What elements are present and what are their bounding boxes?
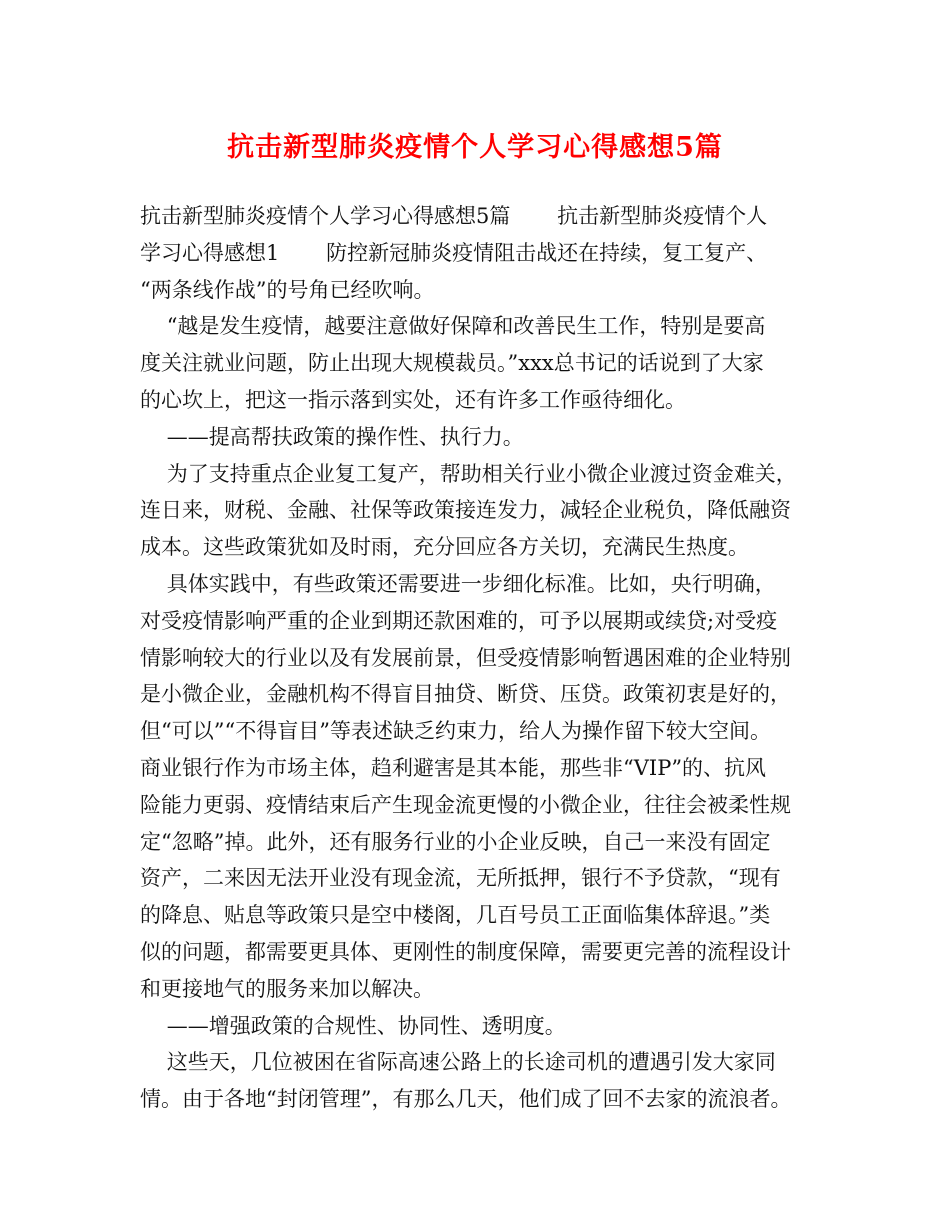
- body-line: 险能力更弱、疫情结束后产生现金流更慢的小微企业，往往会被柔性规: [140, 792, 791, 817]
- body-line: 情。由于各地“封闭管理”，有那么几天，他们成了回不去家的流浪者。: [140, 1087, 792, 1112]
- body-line: 度关注就业问题，防止出现大规模裁员。”xxx总书记的话说到了大家: [140, 351, 764, 376]
- body-line: 资产，二来因无法开业没有现金流，无所抵押，银行不予贷款，“现有: [140, 866, 781, 891]
- body-line: 学习心得感想1 防控新冠肺炎疫情阻击战还在持续，复工复产、: [140, 240, 768, 265]
- body-line: 对受疫情影响严重的企业到期还款困难的，可予以展期或续贷;对受疫: [140, 608, 778, 633]
- body-line: 定“忽略”掉。此外，还有服务行业的小企业反映，自己一来没有固定: [140, 829, 771, 854]
- body-line: 是小微企业，金融机构不得盲目抽贷、断贷、压贷。政策初衷是好的，: [140, 682, 791, 707]
- body-line: 情影响较大的行业以及有发展前景，但受疫情影响暂遇困难的企业特别: [140, 645, 791, 670]
- body-line: 但“可以”“不得盲目”等表述缺乏约束力，给人为操作留下较大空间。: [140, 719, 771, 744]
- body-line: 为了支持重点企业复工复产，帮助相关行业小微企业渡过资金难关，: [140, 461, 797, 486]
- body-line: 连日来，财税、金融、社保等政策接连发力，减轻企业税负，降低融资: [140, 498, 791, 523]
- body-line: ——增强政策的合规性、协同性、透明度。: [140, 1013, 566, 1038]
- body-line: “越是发生疫情，越要注意做好保障和改善民生工作，特别是要高: [140, 314, 766, 339]
- body-line: 具体实践中，有些政策还需要进一步细化标准。比如，央行明确，: [140, 571, 776, 596]
- body-line: 抗击新型肺炎疫情个人学习心得感想5篇 抗击新型肺炎疫情个人: [140, 204, 768, 228]
- body-line: 和更接地气的服务来加以解决。: [140, 976, 434, 1001]
- body-line: “两条线作战”的号角已经吹响。: [140, 277, 435, 302]
- body-line: 商业银行作为市场主体，趋利避害是其本能，那些非“VIP”的、抗风: [140, 755, 767, 780]
- document-title: 抗击新型肺炎疫情个人学习心得感想5篇: [227, 132, 723, 163]
- body-line: 成本。这些政策犹如及时雨，充分回应各方关切，充满民生热度。: [140, 535, 749, 560]
- body-line: 似的问题，都需要更具体、更刚性的制度保障，需要更完善的流程设计: [140, 939, 791, 964]
- body-line: 这些天，几位被困在省际高速公路上的长途司机的遭遇引发大家同: [140, 1050, 776, 1075]
- body-line: 的降息、贴息等政策只是空中楼阁，几百号员工正面临集体辞退。”类: [140, 903, 771, 928]
- document-body: [140, 198, 820, 1118]
- body-line: ——提高帮扶政策的操作性、执行力。: [140, 424, 524, 449]
- body-line: 的心坎上，把这一指示落到实处，还有许多工作亟待细化。: [140, 387, 686, 412]
